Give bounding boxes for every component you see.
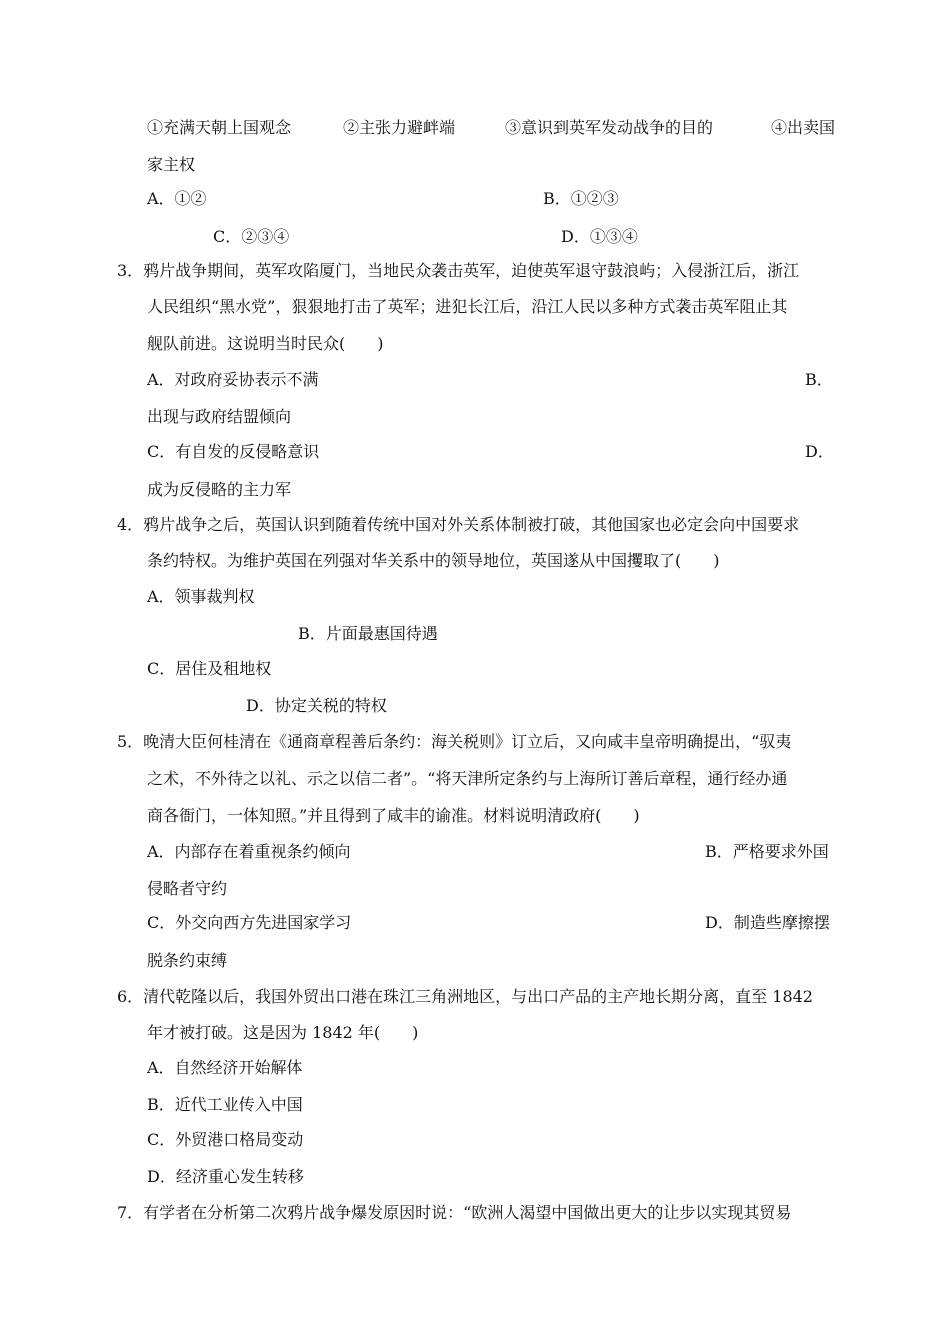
q2-statement-2: ②主张力避衅端 [343,118,456,137]
q3-stem-line-2: 人民组织“黑水党”，狠狠地打击了英军；进犯长江后，沿江人民以多种方式袭击英军阻止其 [147,297,788,316]
q2-statement-1: ①充满天朝上国观念 [147,118,292,137]
q3-option-c: C．有自发的反侵略意识 [147,442,320,461]
q3-stem-line-1: 3．鸦片战争期间，英军攻陷厦门，当地民众袭击英军，迫使英军退守鼓浪屿；入侵浙江后，浙江 [117,261,800,280]
q5-option-a: A．内部存在着重视条约倾向 [147,842,351,861]
q3-option-b-label: B． [805,370,833,389]
q5-option-d-text: 脱条约束缚 [147,951,228,970]
q2-statement-3: ③意识到英军发动战争的目的 [505,118,714,137]
q4-option-a: A．领事裁判权 [147,587,255,606]
q4-stem-line-1: 4．鸦片战争之后，英国认识到随着传统中国对外关系体制被打破，其他国家也必定会向中国要求 [117,515,800,534]
q2-statement-wrap: 家主权 [147,155,196,174]
q6-option-a: A．自然经济开始解体 [147,1058,303,1077]
q5-stem-line-3: 商各衙门，一体知照。”并且得到了咸丰的谕准。材料说明清政府( ) [147,806,640,825]
q5-option-b-text: 侵略者守约 [147,879,228,898]
q3-option-b-text: 出现与政府结盟倾向 [147,407,292,426]
q5-option-b-label: B．严格要求外国 [705,842,829,861]
q3-option-d-label: D． [805,442,834,461]
q4-stem-line-2: 条约特权。为维护英国在列强对华关系中的领导地位，英国遂从中国攫取了( ) [147,551,720,570]
q2-option-d: D．①③④ [561,227,638,246]
q2-option-a: A．①② [147,189,207,208]
q6-stem-line-2: 年才被打破。这是因为 1842 年( ) [147,1023,419,1042]
q2-option-b: B．①②③ [543,189,619,208]
q5-stem-line-1: 5．晚清大臣何桂清在《通商章程善后条约：海关税则》订立后，又向咸丰皇帝明确提出，“驭夷 [117,732,792,751]
q2-option-c: C．②③④ [213,227,290,246]
q5-option-d-label: D．制造些摩擦摆 [705,913,830,932]
q3-option-a: A．对政府妥协表示不满 [147,370,319,389]
q4-option-b: B．片面最惠国待遇 [298,624,438,643]
q6-option-d: D．经济重心发生转移 [147,1167,304,1186]
q6-stem-line-1: 6．清代乾隆以后，我国外贸出口港在珠江三角洲地区，与出口产品的主产地长期分离，直至 1842 [117,987,813,1006]
q5-option-c: C．外交向西方先进国家学习 [147,913,352,932]
q6-option-c: C．外贸港口格局变动 [147,1130,304,1149]
q2-statement-4: ④出卖国 [771,118,836,137]
q4-option-d: D．协定关税的特权 [246,696,387,715]
q7-stem-line-1: 7．有学者在分析第二次鸦片战争爆发原因时说：“欧洲人渴望中国做出更大的让步以实现其贸易 [117,1203,792,1222]
q3-stem-line-3: 舰队前进。这说明当时民众( ) [147,334,384,353]
q5-stem-line-2: 之术，不外待之以礼、示之以信二者”。“将天津所定条约与上海所订善后章程，通行经办通 [147,769,788,788]
q3-option-d-text: 成为反侵略的主力军 [147,480,292,499]
q6-option-b: B．近代工业传入中国 [147,1095,303,1114]
q4-option-c: C．居住及租地权 [147,659,272,678]
